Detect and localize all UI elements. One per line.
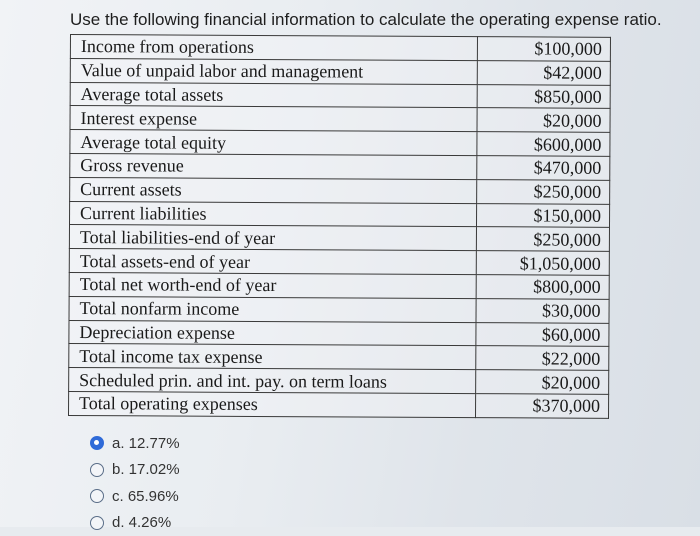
- row-value: $60,000: [476, 322, 609, 346]
- row-value: $30,000: [476, 298, 609, 322]
- row-value: $370,000: [475, 394, 608, 418]
- option-c[interactable]: [90, 483, 180, 510]
- row-value: $100,000: [477, 37, 610, 61]
- row-value: $1,050,000: [476, 251, 609, 275]
- option-c-label: c. 65.96%: [112, 488, 179, 505]
- radio-option-d[interactable]: [90, 516, 104, 530]
- row-label: Income from operations: [70, 35, 477, 61]
- question-text: Use the following financial information to calculate the operating expense ratio.: [70, 10, 662, 30]
- radio-option-b[interactable]: [90, 463, 104, 477]
- table-row: [69, 368, 609, 395]
- table-row: [70, 177, 610, 204]
- answer-options: [90, 430, 180, 536]
- row-label: Average total equity: [70, 130, 477, 156]
- row-value: $20,000: [477, 108, 610, 132]
- table-row: [69, 344, 609, 371]
- table-row: [69, 249, 609, 276]
- row-value: $850,000: [477, 84, 610, 108]
- row-value: $150,000: [476, 203, 609, 227]
- row-value: $250,000: [477, 179, 610, 203]
- table-row: [70, 153, 610, 180]
- row-label: Value of unpaid labor and management: [70, 58, 477, 84]
- table-row: [70, 82, 610, 109]
- row-label: Depreciation expense: [69, 320, 476, 346]
- table-row: [69, 391, 609, 418]
- row-label: Interest expense: [70, 106, 477, 132]
- row-label: Gross revenue: [70, 153, 477, 179]
- option-d[interactable]: [90, 510, 180, 536]
- table-row: [69, 272, 609, 299]
- option-a-label: a. 12.77%: [112, 435, 180, 452]
- row-value: $22,000: [476, 346, 609, 370]
- row-label: Total nonfarm income: [69, 296, 476, 322]
- row-value: $470,000: [477, 156, 610, 180]
- option-a[interactable]: [90, 430, 180, 457]
- row-label: Current assets: [70, 177, 477, 203]
- row-label: Total operating expenses: [69, 391, 476, 417]
- radio-option-a[interactable]: [90, 436, 104, 450]
- row-value: $20,000: [476, 370, 609, 394]
- row-label: Total liabilities-end of year: [69, 225, 476, 251]
- row-value: $250,000: [476, 227, 609, 251]
- row-label: Total assets-end of year: [69, 249, 476, 275]
- table-row: [70, 58, 610, 85]
- row-label: Average total assets: [70, 82, 477, 108]
- table-row: [70, 106, 610, 133]
- option-b-label: b. 17.02%: [112, 461, 180, 478]
- row-label: Current liabilities: [70, 201, 477, 227]
- table-row: [70, 35, 610, 62]
- table-row: [69, 296, 609, 323]
- table-row: [69, 320, 609, 347]
- row-label: Total income tax expense: [69, 344, 476, 370]
- option-d-label: d. 4.26%: [112, 514, 171, 531]
- financial-table: [68, 34, 611, 419]
- table-row: [70, 201, 610, 228]
- row-label: Scheduled prin. and int. pay. on term loans: [69, 368, 476, 394]
- table-row: [70, 130, 610, 157]
- table-row: [69, 225, 609, 252]
- radio-option-c[interactable]: [90, 489, 104, 503]
- row-value: $600,000: [477, 132, 610, 156]
- row-value: $800,000: [476, 275, 609, 299]
- row-value: $42,000: [477, 60, 610, 84]
- option-b[interactable]: [90, 457, 180, 484]
- row-label: Total net worth-end of year: [69, 272, 476, 298]
